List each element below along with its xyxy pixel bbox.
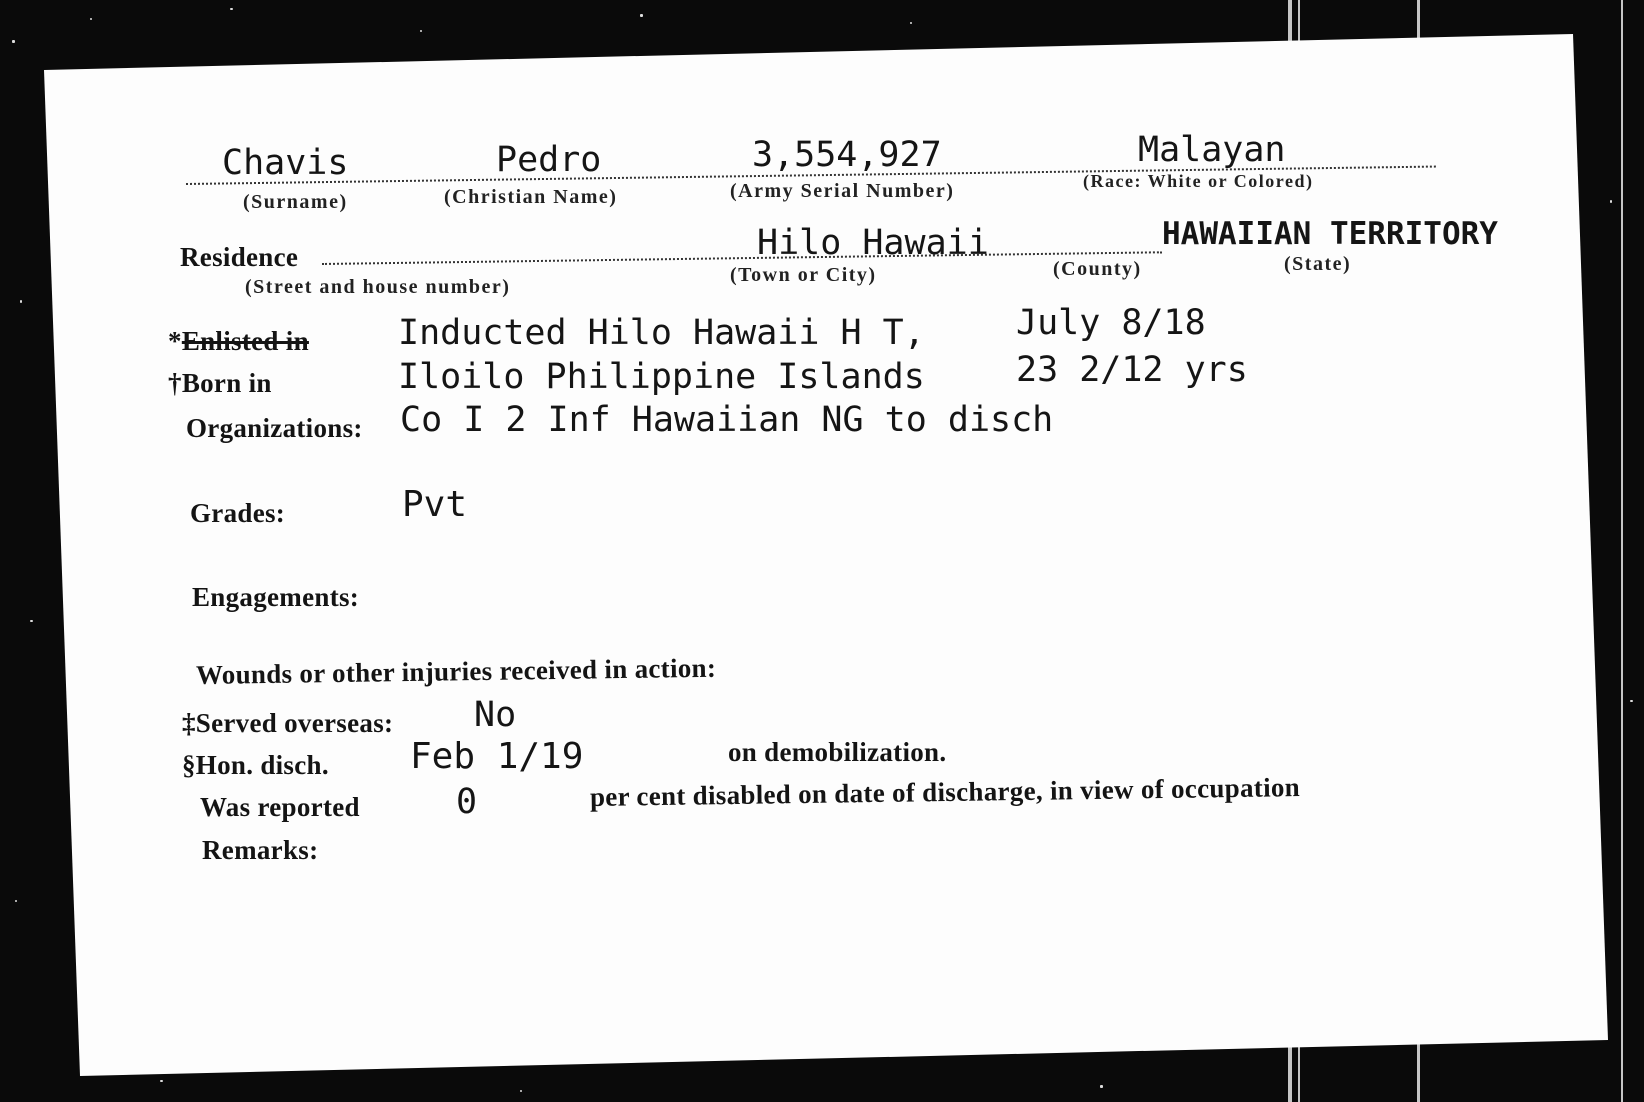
caption-surname: (Surname): [243, 191, 348, 213]
enlisted-label: Enlisted in: [181, 326, 309, 356]
residence-label: Residence: [180, 242, 299, 272]
grades-value: Pvt: [402, 484, 468, 525]
reported-value: 0: [456, 782, 478, 822]
served-overseas-value: No: [474, 695, 517, 735]
caption-serial: (Army Serial Number): [730, 180, 955, 202]
caption-county: (County): [1053, 258, 1142, 280]
race-value: Malayan: [1138, 130, 1286, 170]
hon-disch-label: §Hon. disch.: [182, 750, 329, 780]
born-age: 23 2/12 yrs: [1016, 350, 1248, 390]
served-overseas-label: ‡Served overseas:: [182, 708, 394, 738]
organizations-value: Co I 2 Inf Hawaiian NG to disch: [400, 400, 1054, 440]
reported-suffix: per cent disabled on date of discharge, in view of occupation: [589, 772, 1301, 812]
born-label: Born in: [181, 368, 272, 398]
hon-disch-value: Feb 1/19: [410, 736, 584, 777]
caption-town: (Town or City): [730, 264, 877, 286]
enlisted-date: July 8/18: [1016, 303, 1206, 343]
surname-value: Chavis: [222, 143, 349, 183]
reported-label: Was reported: [200, 792, 360, 822]
christian-name-value: Pedro: [496, 140, 602, 180]
caption-state: (State): [1284, 253, 1352, 275]
hon-disch-suffix: on demobilization.: [728, 737, 947, 767]
grades-label: Grades:: [190, 498, 286, 528]
residence-state-value: HAWAIIAN TERRITORY: [1162, 216, 1498, 252]
army-serial-value: 3,554,927: [752, 135, 942, 175]
organizations-label: Organizations:: [186, 413, 363, 443]
enlisted-value: Inducted Hilo Hawaii H T,: [398, 313, 925, 353]
residence-town-value: Hilo Hawaii: [757, 223, 989, 263]
born-row-label: [168, 368, 272, 399]
enlisted-row-label: [168, 326, 309, 357]
caption-street: (Street and house number): [245, 276, 511, 298]
caption-race: (Race: White or Colored): [1083, 171, 1314, 191]
wounds-label: Wounds or other injuries received in action:: [195, 652, 717, 690]
born-mark: †: [168, 368, 182, 398]
engagements-label: Engagements:: [192, 582, 360, 612]
caption-christian: (Christian Name): [444, 186, 618, 208]
enlisted-mark: *: [168, 326, 182, 356]
born-value: Iloilo Philippine Islands: [398, 357, 925, 397]
remarks-label: Remarks:: [202, 835, 319, 865]
